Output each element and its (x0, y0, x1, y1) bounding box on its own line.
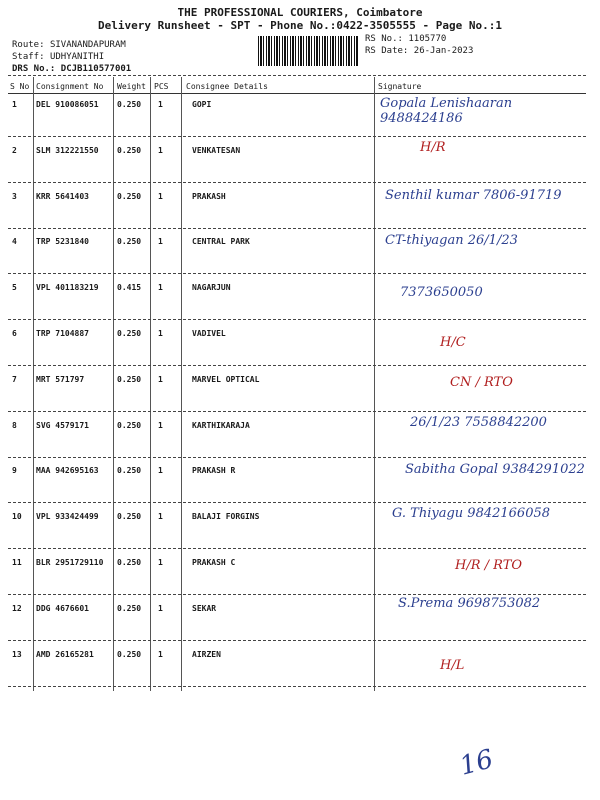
row-pcs: 1 (158, 512, 163, 522)
row-consignment-no: TRP 5231840 (36, 237, 89, 247)
row-weight: 0.250 (117, 329, 142, 338)
row-pcs: 1 (158, 237, 163, 247)
row-sno: 2 (12, 145, 17, 155)
row-signature: H/L (440, 657, 465, 673)
row-consignee: PRAKASH R (192, 466, 236, 476)
row-pcs: 1 (158, 329, 163, 338)
row-pcs: 1 (158, 100, 163, 109)
row-signature: Gopala Lenishaaran 9488424186 (380, 96, 513, 126)
row-signature: 7373650050 (400, 285, 483, 301)
col-divider (113, 77, 114, 691)
row-consignment-no: MRT 571797 (36, 374, 85, 384)
row-weight: 0.415 (117, 283, 142, 293)
row-pcs: 1 (158, 649, 163, 659)
route-value: SIVANANDAPURAM (49, 40, 126, 50)
row-sno: 1 (12, 100, 17, 109)
row-consignee: VENKATESAN (192, 145, 241, 155)
staff-line (12, 52, 104, 63)
row-weight: 0.250 (117, 649, 142, 659)
row-pcs: 1 (158, 466, 163, 476)
row-weight: 0.250 (117, 237, 142, 247)
row-weight: 0.250 (117, 603, 142, 613)
row-consignment-no: AMD 26165281 (36, 649, 94, 659)
col-header-weight: Weight (117, 82, 146, 91)
row-pcs: 1 (158, 558, 163, 567)
drs-value: DCJB110577001 (60, 64, 132, 74)
row-weight: 0.250 (117, 100, 142, 109)
row-signature: 26/1/23 7558842200 (410, 414, 547, 430)
row-pcs: 1 (158, 145, 163, 155)
row-pcs: 1 (158, 603, 163, 613)
rs-date-line (365, 46, 473, 57)
row-weight: 0.250 (117, 420, 142, 430)
col-divider (374, 77, 375, 691)
row-consignee: BALAJI FORGINS (192, 512, 260, 522)
row-signature: CN / RTO (450, 374, 513, 390)
row-pcs: 1 (158, 191, 163, 201)
col-divider (150, 77, 151, 691)
row-consignee: PRAKASH (192, 191, 226, 201)
row-separator (8, 365, 586, 366)
col-header-signature: Signature (378, 82, 422, 91)
row-consignment-no: VPL 933424499 (36, 512, 99, 522)
table-top-rule (8, 75, 586, 76)
row-sno: 5 (12, 283, 17, 293)
row-consignee: PRAKASH C (192, 558, 236, 567)
row-weight: 0.250 (117, 145, 142, 155)
row-consignment-no: MAA 942695163 (36, 466, 99, 476)
row-consignment-no: BLR 2951729110 (36, 558, 104, 567)
row-consignee: AIRZEN (192, 649, 221, 659)
row-consignee: SEKAR (192, 603, 217, 613)
row-weight: 0.250 (117, 374, 142, 384)
row-consignee: NAGARJUN (192, 283, 231, 293)
drs-label: DRS No.: (12, 64, 56, 74)
staff-value: UDHYANITHI (49, 52, 105, 62)
row-separator (8, 502, 586, 503)
row-pcs: 1 (158, 420, 163, 430)
rs-no-line (365, 34, 446, 45)
row-sno: 7 (12, 374, 17, 384)
col-header-sno: S No (10, 82, 30, 91)
row-weight: 0.250 (117, 558, 142, 567)
row-sno: 6 (12, 329, 17, 338)
row-weight: 0.250 (117, 466, 142, 476)
row-separator (8, 182, 586, 183)
rs-date-value: 26-Jan-2023 (413, 46, 474, 56)
row-sno: 10 (12, 512, 22, 522)
row-signature: H/R (420, 139, 446, 155)
row-separator (8, 319, 586, 320)
row-consignment-no: VPL 401183219 (36, 283, 99, 293)
rs-no-value: 1105770 (408, 34, 447, 44)
row-signature: S.Prema 9698753082 (398, 595, 541, 611)
row-separator (8, 686, 586, 687)
row-consignee: MARVEL OPTICAL (192, 374, 260, 384)
row-weight: 0.250 (117, 191, 142, 201)
row-sno: 8 (12, 420, 17, 430)
col-divider (181, 77, 182, 691)
row-sno: 13 (12, 649, 22, 659)
row-consignment-no: DDG 4676601 (36, 603, 89, 613)
staff-label: Staff: (12, 52, 45, 62)
row-separator (8, 640, 586, 641)
barcode-image (258, 36, 358, 66)
row-signature: Senthil kumar 7806-91719 (385, 187, 562, 203)
row-sno: 3 (12, 191, 17, 201)
header-rule (8, 93, 586, 94)
row-sno: 11 (12, 558, 22, 567)
row-consignment-no: SVG 4579171 (36, 420, 89, 430)
route-line (12, 40, 126, 51)
row-sno: 12 (12, 603, 22, 613)
row-consignee: KARTHIKARAJA (192, 420, 250, 430)
row-separator (8, 228, 586, 229)
company-title: THE PROFESSIONAL COURIERS, Coimbatore (177, 6, 423, 19)
row-pcs: 1 (158, 374, 163, 384)
row-separator (8, 273, 586, 274)
row-signature: H/C (440, 335, 466, 350)
row-consignment-no: TRP 7104887 (36, 329, 89, 338)
col-divider (33, 77, 34, 691)
row-pcs: 1 (158, 283, 163, 293)
row-consignment-no: DEL 910086051 (36, 100, 99, 109)
row-consignment-no: SLM 312221550 (36, 145, 99, 155)
row-consignment-no: KRR 5641403 (36, 191, 89, 201)
row-consignee: GOPI (192, 100, 212, 109)
drs-line (12, 64, 131, 75)
row-signature: G. Thiyagu 9842166058 (392, 506, 551, 522)
row-signature: Sabitha Gopal 9384291022 (405, 462, 585, 478)
row-separator (8, 411, 586, 412)
col-header-consignee: Consignee Details (186, 82, 268, 91)
row-sno: 9 (12, 466, 17, 476)
page-mark: 16 (456, 744, 497, 782)
runsheet-title: Delivery Runsheet - SPT - Phone No.:0422-3505555 - Page No.:1 (98, 19, 502, 32)
col-header-consignment: Consignment No (36, 82, 104, 91)
row-separator (8, 457, 586, 458)
route-label: Route: (12, 40, 45, 50)
row-signature: CT-thiyagan 26/1/23 (385, 233, 518, 249)
row-weight: 0.250 (117, 512, 142, 522)
row-separator (8, 136, 586, 137)
rs-date-label: RS Date: (365, 46, 409, 56)
row-consignee: VADIVEL (192, 329, 226, 338)
row-consignee: CENTRAL PARK (192, 237, 250, 247)
row-separator (8, 548, 586, 549)
row-signature: H/R / RTO (455, 558, 523, 573)
rs-no-label: RS No.: (365, 34, 403, 44)
row-sno: 4 (12, 237, 17, 247)
col-header-pcs: PCS (154, 82, 169, 91)
